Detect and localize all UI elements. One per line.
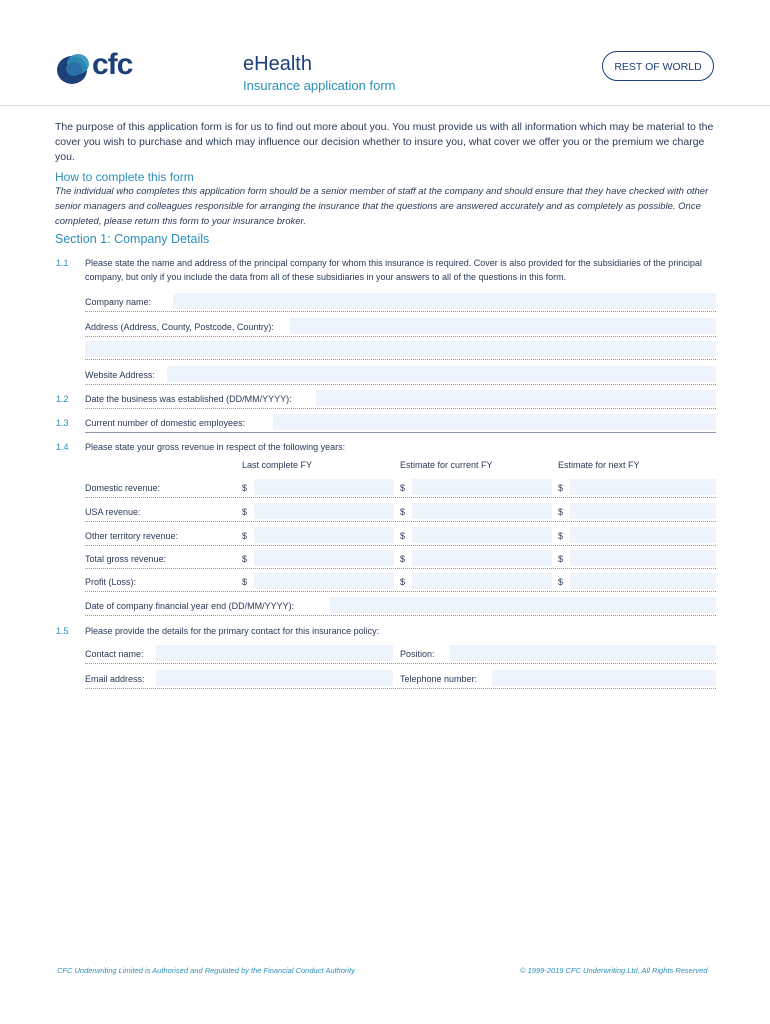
question-1-1-text: Please state the name and address of the principal company for whom this insurance is required. Cover is also provided for the subsidiaries of the principal company, but only if you include the data from all of these subsidiaries in your answers to all of the questions in this form. — [85, 258, 702, 282]
section-1-heading: Section 1: Company Details — [55, 232, 210, 246]
divider — [85, 568, 716, 569]
how-to-text: The individual who completes this application form should be a senior member of staff at the company and should ensure that they have checked with other senior managers and colleagues responsible for arranging the insurance that the questions are answered accurately and as completely as possible. Once completed, please return this form to your insurance broker. — [55, 186, 709, 227]
divider — [85, 663, 716, 664]
position-label: Position: — [400, 649, 435, 659]
total-revenue-current-fy-field[interactable] — [412, 550, 552, 566]
divider — [85, 311, 716, 312]
telephone-label: Telephone number: — [400, 674, 478, 684]
footer-copyright-text: © 1999-2019 CFC Underwriting Ltd, All Rights Reserved — [520, 966, 708, 975]
company-name-label: Company name: — [85, 297, 152, 307]
form-subtitle: Insurance application form — [243, 78, 396, 93]
intro-paragraph: The purpose of this application form is for us to find out more about you. You must provide us with all information which may be material to the cover you wish to purchase and which may influence our decision whether to insure you, what cover we offer you or the premium we charge you. — [55, 121, 714, 163]
revenue-row-label-other: Other territory revenue: — [85, 531, 179, 541]
employees-label: Current number of domestic employees: — [85, 418, 246, 428]
divider — [85, 336, 716, 337]
email-field[interactable] — [156, 670, 393, 686]
header-divider — [0, 105, 770, 106]
how-to-heading: How to complete this form — [55, 170, 194, 184]
form-title: eHealth — [243, 53, 312, 75]
position-field[interactable] — [450, 645, 716, 661]
currency-symbol: $ — [400, 554, 406, 564]
domestic-revenue-last-fy-field[interactable] — [254, 479, 394, 495]
total-revenue-last-fy-field[interactable] — [254, 550, 394, 566]
divider — [85, 688, 716, 689]
fy-end-label: Date of company financial year end (DD/MM/YYYY): — [85, 601, 295, 611]
fy-end-field[interactable] — [330, 597, 716, 613]
column-header-last-fy: Last complete FY — [242, 460, 313, 470]
usa-revenue-current-fy-field[interactable] — [412, 503, 552, 519]
profit-current-fy-field[interactable] — [412, 573, 552, 589]
currency-symbol: $ — [242, 531, 248, 541]
divider — [85, 497, 716, 498]
total-revenue-next-fy-field[interactable] — [570, 550, 716, 566]
revenue-row-label-usa: USA revenue: — [85, 507, 141, 517]
column-header-current-fy: Estimate for current FY — [400, 460, 493, 470]
divider — [85, 359, 716, 360]
question-number-1-4: 1.4 — [56, 442, 69, 452]
domestic-revenue-next-fy-field[interactable] — [570, 479, 716, 495]
revenue-row-label-domestic: Domestic revenue: — [85, 483, 161, 493]
footer-regulation-text: CFC Underwriting Limited is Authorised and Regulated by the Financial Conduct Authority — [57, 966, 355, 975]
currency-symbol: $ — [558, 577, 564, 587]
usa-revenue-last-fy-field[interactable] — [254, 503, 394, 519]
employees-field[interactable] — [273, 414, 716, 430]
revenue-row-label-profit: Profit (Loss): — [85, 577, 137, 587]
other-revenue-next-fy-field[interactable] — [570, 527, 716, 543]
usa-revenue-next-fy-field[interactable] — [570, 503, 716, 519]
currency-symbol: $ — [400, 531, 406, 541]
profit-last-fy-field[interactable] — [254, 573, 394, 589]
website-field[interactable] — [167, 366, 716, 382]
currency-symbol: $ — [400, 483, 406, 493]
currency-symbol: $ — [558, 554, 564, 564]
currency-symbol: $ — [558, 507, 564, 517]
other-revenue-last-fy-field[interactable] — [254, 527, 394, 543]
logo-text: cfc — [92, 48, 133, 81]
contact-name-field[interactable] — [156, 645, 393, 661]
divider — [85, 591, 716, 592]
company-name-field[interactable] — [173, 293, 716, 309]
divider — [85, 521, 716, 522]
region-badge: REST OF WORLD — [602, 51, 714, 81]
established-date-field[interactable] — [316, 390, 716, 406]
profit-next-fy-field[interactable] — [570, 573, 716, 589]
currency-symbol: $ — [558, 483, 564, 493]
address-field-line-2[interactable] — [85, 341, 716, 357]
telephone-field[interactable] — [492, 670, 716, 686]
divider — [85, 615, 716, 616]
divider — [85, 432, 716, 433]
divider — [85, 545, 716, 546]
address-label: Address (Address, County, Postcode, Country): — [85, 322, 274, 332]
question-number-1-3: 1.3 — [56, 418, 69, 428]
primary-contact-label: Please provide the details for the primary contact for this insurance policy: — [85, 626, 380, 636]
contact-name-label: Contact name: — [85, 649, 144, 659]
revenue-row-label-total: Total gross revenue: — [85, 554, 167, 564]
domestic-revenue-current-fy-field[interactable] — [412, 479, 552, 495]
established-date-label: Date the business was established (DD/MM/YYYY): — [85, 394, 292, 404]
currency-symbol: $ — [558, 531, 564, 541]
column-header-next-fy: Estimate for next FY — [558, 460, 640, 470]
question-number-1-1: 1.1 — [56, 258, 69, 268]
revenue-question-label: Please state your gross revenue in respect of the following years: — [85, 442, 346, 452]
question-number-1-2: 1.2 — [56, 394, 69, 404]
currency-symbol: $ — [242, 483, 248, 493]
divider — [85, 384, 716, 385]
currency-symbol: $ — [242, 507, 248, 517]
currency-symbol: $ — [400, 577, 406, 587]
divider — [85, 408, 716, 409]
currency-symbol: $ — [242, 577, 248, 587]
cfc-logo-icon — [54, 48, 94, 88]
currency-symbol: $ — [400, 507, 406, 517]
website-label: Website Address: — [85, 370, 155, 380]
currency-symbol: $ — [242, 554, 248, 564]
question-number-1-5: 1.5 — [56, 626, 69, 636]
email-label: Email address: — [85, 674, 145, 684]
other-revenue-current-fy-field[interactable] — [412, 527, 552, 543]
address-field-line-1[interactable] — [290, 318, 716, 334]
